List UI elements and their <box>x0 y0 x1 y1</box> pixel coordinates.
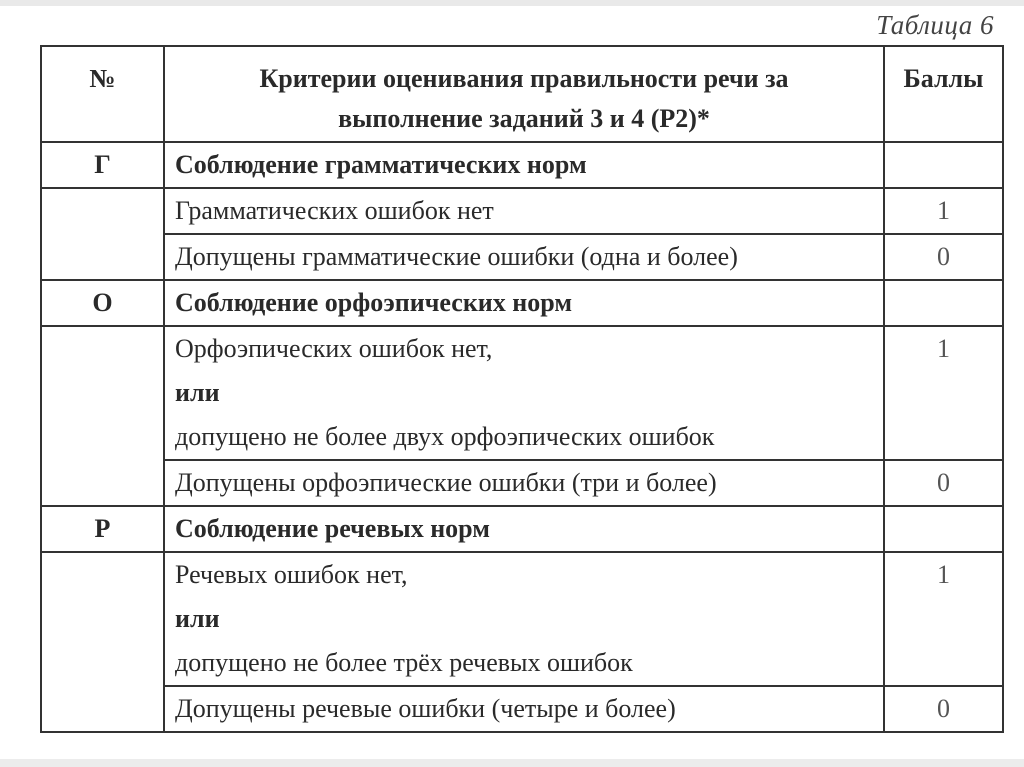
criterion-line: допущено не более двух орфоэпических ошибок <box>175 422 715 451</box>
criterion-score: 1 <box>884 188 1003 234</box>
section-row-speech <box>41 506 1003 552</box>
criterion-row <box>41 326 1003 460</box>
criterion-or: или <box>175 378 220 407</box>
criterion-row <box>41 460 1003 506</box>
section-title: Соблюдение грамматических норм <box>164 142 884 188</box>
criterion-score: 1 <box>884 552 1003 686</box>
bottom-border <box>0 759 1024 767</box>
empty-number-cell <box>41 552 164 732</box>
header-criteria <box>164 46 884 142</box>
section-title: Соблюдение орфоэпических норм <box>164 280 884 326</box>
header-criteria-line1: Критерии оценивания правильности речи за <box>259 64 789 93</box>
criterion-text: Допущены орфоэпические ошибки (три и более) <box>164 460 884 506</box>
criterion-row <box>41 234 1003 280</box>
empty-number-cell <box>41 188 164 280</box>
section-row-grammar <box>41 142 1003 188</box>
criterion-line: Речевых ошибок нет, <box>175 560 408 589</box>
criterion-score: 0 <box>884 234 1003 280</box>
section-row-orthoepic <box>41 280 1003 326</box>
criterion-or: или <box>175 604 220 633</box>
criterion-text <box>164 326 884 460</box>
criterion-score: 1 <box>884 326 1003 460</box>
section-code: Р <box>41 506 164 552</box>
section-title: Соблюдение речевых норм <box>164 506 884 552</box>
criterion-row <box>41 686 1003 732</box>
criteria-table <box>40 45 1004 733</box>
header-number: № <box>41 46 164 142</box>
criterion-line: допущено не более трёх речевых ошибок <box>175 648 633 677</box>
section-score-empty <box>884 142 1003 188</box>
section-code: О <box>41 280 164 326</box>
criterion-line: Орфоэпических ошибок нет, <box>175 334 493 363</box>
section-code: Г <box>41 142 164 188</box>
criterion-text: Грамматических ошибок нет <box>164 188 884 234</box>
table-caption: Таблица 6 <box>876 10 994 40</box>
criterion-text: Допущены речевые ошибки (четыре и более) <box>164 686 884 732</box>
header-score: Баллы <box>884 46 1003 142</box>
top-border <box>0 0 1024 6</box>
criterion-row <box>41 188 1003 234</box>
section-score-empty <box>884 280 1003 326</box>
criterion-text: Допущены грамматические ошибки (одна и более) <box>164 234 884 280</box>
section-score-empty <box>884 506 1003 552</box>
criterion-text <box>164 552 884 686</box>
empty-number-cell <box>41 326 164 506</box>
criterion-row <box>41 552 1003 686</box>
header-row <box>41 46 1003 142</box>
header-criteria-line2: выполнение заданий 3 и 4 (Р2)* <box>338 104 710 133</box>
criterion-score: 0 <box>884 460 1003 506</box>
criterion-score: 0 <box>884 686 1003 732</box>
